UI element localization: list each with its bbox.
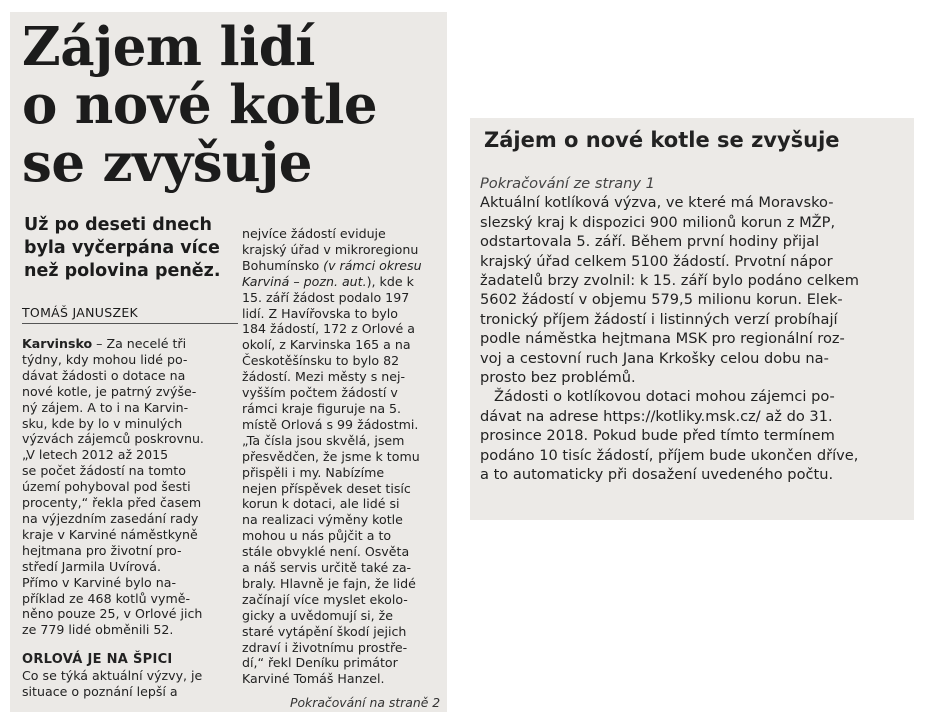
- article-column-1: [22, 336, 236, 638]
- article-clipping-continuation: [470, 118, 914, 520]
- text-line: Karvinsko – Za necelé tři: [22, 336, 187, 351]
- continued-note: Pokračování na straně 2: [290, 695, 441, 710]
- text-line: Bohumínsko (v rámci okresu: [242, 257, 422, 273]
- headline-line: se zvyšuje: [22, 132, 312, 194]
- text-line: příklad ze 468 kotlů vymě-: [22, 590, 191, 606]
- headline: [22, 18, 377, 192]
- text-line: lidí. Z Havířovska to bylo: [242, 305, 398, 321]
- text-line: voj a cestovní ruch Jana Krkošky celou dobu na-: [480, 349, 829, 367]
- text-line: braly. Hlavně je fajn, že lidé: [242, 575, 416, 591]
- text-line: nejen příspěvek deset tisíc: [242, 480, 411, 496]
- italic-text: (v rámci okresu: [323, 257, 422, 273]
- text-line: Českotěšínsku to bylo 82: [242, 353, 400, 369]
- text-line: začínají více myslet ekolo-: [242, 591, 408, 607]
- text-line: něno pouze 25, v Orlové jich: [22, 606, 203, 622]
- text-line: nejvíce žádostí eviduje: [242, 226, 386, 241]
- text-line: krajský úřad celkem 5100 žádostí. Prvotní nápor: [480, 252, 833, 270]
- continued-from-note: Pokračování ze strany 1: [480, 175, 655, 192]
- author-byline: TOMÁŠ JANUSZEK: [22, 305, 238, 324]
- text-line: prosto bez problémů.: [480, 369, 636, 387]
- text-line: sku, kde by lo v minulých: [22, 415, 183, 431]
- text-line: prosince 2018. Pokud bude před tímto termínem: [480, 427, 835, 445]
- text-line: rámci kraje figuruje na 5.: [242, 400, 402, 416]
- text-line: mohou u nás půjčit a to: [242, 528, 392, 544]
- text-line: krajský úřad v mikroregionu: [242, 241, 419, 257]
- text-line: „Ta čísla jsou skvělá, jsem: [242, 432, 405, 448]
- text-line: území pohyboval pod šesti: [22, 479, 191, 495]
- text-line: procenty,“ řekla před časem: [22, 495, 202, 511]
- text-line: Co se týká aktuální výzvy, je: [22, 667, 203, 683]
- text-line: dí,“ řekl Deníku primátor: [242, 655, 398, 671]
- text-line: týdny, kdy mohou lidé po-: [22, 351, 188, 367]
- text-line: Aktuální kotlíková výzva, ve které má Moravsko-: [480, 194, 834, 212]
- text-line: žadatelů brzy zvolnil: k 15. září bylo podáno celkem: [480, 272, 860, 290]
- text-line: stále obvyklé není. Osvěta: [242, 544, 410, 560]
- text-line: 15. září žádost podalo 197: [242, 289, 410, 305]
- text-line: žádostí. Mezi městy s nej-: [242, 369, 406, 385]
- text-line: ze 779 lidé obměnili 52.: [22, 622, 174, 638]
- italic-text: Karviná – pozn. aut.: [242, 273, 367, 289]
- text-line: nové kotle, je patrný zvýše-: [22, 383, 197, 399]
- text-line: a náš servis určitě také za-: [242, 560, 412, 576]
- text-line: situace o poznání lepší a: [22, 683, 178, 699]
- text-line: gicky a uvědomují si, že: [242, 607, 393, 623]
- text-line: na výjezdním zasedání rady: [22, 510, 199, 526]
- text-line: hejtmana pro životní pro-: [22, 542, 182, 558]
- article-clipping-main: [10, 12, 447, 712]
- lead-line: než polovina peněz.: [24, 261, 221, 281]
- text-line: slezský kraj k dispozici 900 milionů korun z MŽP,: [480, 213, 836, 231]
- text-line: odstartovala 5. září. Během první hodiny přijal: [480, 233, 820, 251]
- article-column-1-end: [22, 652, 236, 700]
- text-line: kraje v Karviné náměstkyně: [22, 526, 198, 542]
- section-subhead: ORLOVÁ JE NA ŠPICI: [22, 652, 173, 667]
- text-line: se počet žádostí na tomto: [22, 463, 186, 479]
- text-line: na realizaci výměny kotle: [242, 512, 403, 528]
- text-line: dávat na adrese https://kotliky.msk.cz/ až do 31.: [480, 407, 833, 425]
- text-line: podle náměstka hejtmana MSK pro regionální roz-: [480, 330, 845, 348]
- text-line: a to automaticky při dosažení uvedeného počtu.: [480, 466, 834, 484]
- text-line: 184 žádostí, 172 z Orlové a: [242, 321, 415, 337]
- continuation-lines: [480, 193, 910, 484]
- text-line: korun k dotaci, ale lidé si: [242, 496, 400, 512]
- text-line: přesvědčen, že jsme k tomu: [242, 448, 420, 464]
- continuation-body: [480, 174, 910, 485]
- text-line: výzvách zájemců poskrovnu.: [22, 431, 204, 447]
- text-line: podáno 10 tisíc žádostí, příjem bude ukončen dříve,: [480, 446, 859, 464]
- text-line: ný zájem. A to i na Karvin-: [22, 399, 189, 415]
- text-line: Karviné Tomáš Hanzel.: [242, 671, 385, 687]
- text-line: Žádosti o kotlíkovou dotaci mohou zájemci po-: [494, 388, 835, 406]
- text-line: Přímo v Karviné bylo na-: [22, 574, 176, 590]
- text-line: tronický příjem žádostí i listinných verzí probíhají: [480, 310, 838, 328]
- article-column-2: [242, 226, 442, 687]
- text-line: staré vytápění škodí jejich: [242, 623, 407, 639]
- text-line: středí Jarmila Uvírová.: [22, 558, 161, 574]
- text-line: „V letech 2012 až 2015: [22, 447, 169, 463]
- text-line: Karviná – pozn. aut.), kde k: [242, 273, 414, 289]
- lead-line: Už po deseti dnech: [24, 215, 212, 235]
- headline-line: Zájem lidí: [22, 16, 315, 78]
- text-line: vyšším počtem žádostí v: [242, 385, 398, 401]
- text-line: okolí, z Karvinska 165 a na: [242, 337, 411, 353]
- text-line: přispěli i my. Nabízíme: [242, 464, 385, 480]
- lead-line: byla vyčerpána více: [24, 238, 220, 258]
- dateline: Karvinsko: [22, 336, 93, 351]
- continuation-title: Zájem o nové kotle se zvyšuje: [484, 128, 840, 152]
- text-line: 5602 žádostí v objemu 579,5 milionu korun. Elek-: [480, 291, 843, 309]
- text-line: místě Orlová s 99 žádostmi.: [242, 416, 419, 432]
- text-line: dávat žádosti o dotace na: [22, 367, 186, 383]
- lead-paragraph: [24, 214, 234, 283]
- headline-line: o nové kotle: [22, 74, 378, 136]
- text-line: zdraví i životnímu prostře-: [242, 639, 408, 655]
